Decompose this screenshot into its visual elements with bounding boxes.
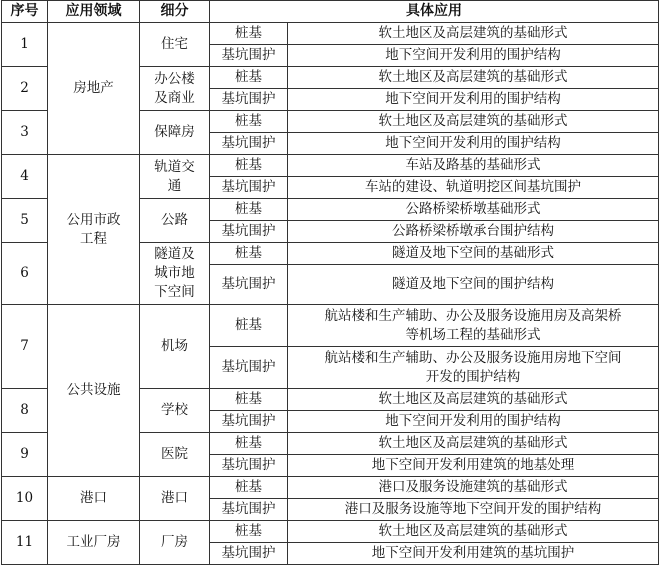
application-cell: [288, 347, 659, 389]
header-row: [2, 1, 659, 23]
row-number: 11: [2, 521, 48, 565]
type-cell: 基坑围护: [210, 45, 288, 67]
type-cell: 桩基: [210, 305, 288, 347]
type-cell: 桩基: [210, 521, 288, 543]
row-number: 4: [2, 155, 48, 199]
application-line: 等机场工程的基础形式: [405, 326, 541, 343]
table-row: [2, 477, 659, 499]
application-line: 航站楼和生产辅助、办公及服务设施用房地下空间: [324, 349, 622, 366]
subcategory-cell: 厂房: [140, 521, 210, 565]
application-cell: 地下空间开发利用的围护结构: [288, 411, 659, 433]
field-cell: 港口: [48, 477, 140, 521]
application-cell: 港口及服务设施等地下空间开发的围护结构: [288, 499, 659, 521]
row-number: 6: [2, 243, 48, 305]
type-cell: 桩基: [210, 23, 288, 45]
row-number: 3: [2, 111, 48, 155]
type-cell: 桩基: [210, 111, 288, 133]
subcategory-cell: 医院: [140, 433, 210, 477]
applications-table: [1, 0, 659, 565]
row-number: 1: [2, 23, 48, 67]
application-cell: 港口及服务设施建筑的基础形式: [288, 477, 659, 499]
row-number: 5: [2, 199, 48, 243]
application-cell: 地下空间开发利用建筑的基坑围护: [288, 543, 659, 565]
field-cell: 工业厂房: [48, 521, 140, 565]
subcategory-line: 下空间: [154, 284, 195, 300]
subcategory-cell: [140, 155, 210, 199]
type-cell: 基坑围护: [210, 455, 288, 477]
field-cell: 公共设施: [48, 305, 140, 477]
subcategory-cell: 保障房: [140, 111, 210, 155]
application-cell: 软土地区及高层建筑的基础形式: [288, 67, 659, 89]
type-cell: 基坑围护: [210, 543, 288, 565]
application-cell: 地下空间开发利用的围护结构: [288, 89, 659, 111]
application-cell: 隧道及地下空间的基础形式: [288, 243, 659, 265]
subcategory-cell: [140, 67, 210, 111]
application-cell: 地下空间开发利用的围护结构: [288, 45, 659, 67]
subcategory-cell: 住宅: [140, 23, 210, 67]
table-row: [2, 23, 659, 45]
subcategory-line: 轨道交: [154, 158, 195, 175]
subcategory-cell: 港口: [140, 477, 210, 521]
subcategory-cell: 机场: [140, 305, 210, 389]
application-cell: 软土地区及高层建筑的基础形式: [288, 521, 659, 543]
type-cell: 基坑围护: [210, 499, 288, 521]
application-line: 开发的围护结构: [425, 368, 521, 385]
table-row: [2, 305, 659, 347]
subcategory-line: 及商业: [154, 89, 195, 106]
type-cell: 桩基: [210, 389, 288, 411]
application-cell: 软土地区及高层建筑的基础形式: [288, 389, 659, 411]
subcategory-line: 通: [167, 177, 182, 194]
type-cell: 基坑围护: [210, 411, 288, 433]
type-cell: 基坑围护: [210, 347, 288, 389]
field-line: 公用市政: [66, 211, 121, 228]
header-application: 具体应用: [210, 1, 659, 23]
subcategory-line: 隧道及: [154, 246, 195, 262]
type-cell: 桩基: [210, 243, 288, 265]
type-cell: 基坑围护: [210, 221, 288, 243]
application-cell: 车站及路基的基础形式: [288, 155, 659, 177]
application-cell: 公路桥梁桥墩承台围护结构: [288, 221, 659, 243]
row-number: 9: [2, 433, 48, 477]
subcategory-line: 城市地: [154, 265, 195, 281]
table-row: [2, 155, 659, 177]
application-cell: [288, 305, 659, 347]
header-subcategory: 细分: [140, 1, 210, 23]
row-number: 10: [2, 477, 48, 521]
application-cell: 软土地区及高层建筑的基础形式: [288, 111, 659, 133]
field-cell: 房地产: [48, 23, 140, 155]
application-cell: 软土地区及高层建筑的基础形式: [288, 433, 659, 455]
application-cell: 地下空间开发利用建筑的地基处理: [288, 455, 659, 477]
application-cell: 软土地区及高层建筑的基础形式: [288, 23, 659, 45]
header-no: 序号: [2, 1, 48, 23]
type-cell: 基坑围护: [210, 265, 288, 305]
application-cell: 地下空间开发利用的围护结构: [288, 133, 659, 155]
header-field: 应用领域: [48, 1, 140, 23]
subcategory-cell: 公路: [140, 199, 210, 243]
field-line: 工程: [80, 230, 107, 247]
application-cell: 隧道及地下空间的围护结构: [288, 265, 659, 305]
type-cell: 桩基: [210, 155, 288, 177]
row-number: 2: [2, 67, 48, 111]
application-cell: 车站的建设、轨道明挖区间基坑围护: [288, 177, 659, 199]
type-cell: 桩基: [210, 199, 288, 221]
subcategory-line: 办公楼: [154, 70, 195, 87]
type-cell: 桩基: [210, 433, 288, 455]
row-number: 7: [2, 305, 48, 389]
type-cell: 基坑围护: [210, 89, 288, 111]
type-cell: 基坑围护: [210, 177, 288, 199]
type-cell: 桩基: [210, 477, 288, 499]
row-number: 8: [2, 389, 48, 433]
type-cell: 基坑围护: [210, 133, 288, 155]
application-cell: 公路桥梁桥墩基础形式: [288, 199, 659, 221]
field-cell: [48, 155, 140, 305]
type-cell: 桩基: [210, 67, 288, 89]
subcategory-cell: [140, 243, 210, 305]
application-line: 航站楼和生产辅助、办公及服务设施用房及高架桥: [324, 307, 622, 324]
subcategory-cell: 学校: [140, 389, 210, 433]
table-row: [2, 521, 659, 543]
